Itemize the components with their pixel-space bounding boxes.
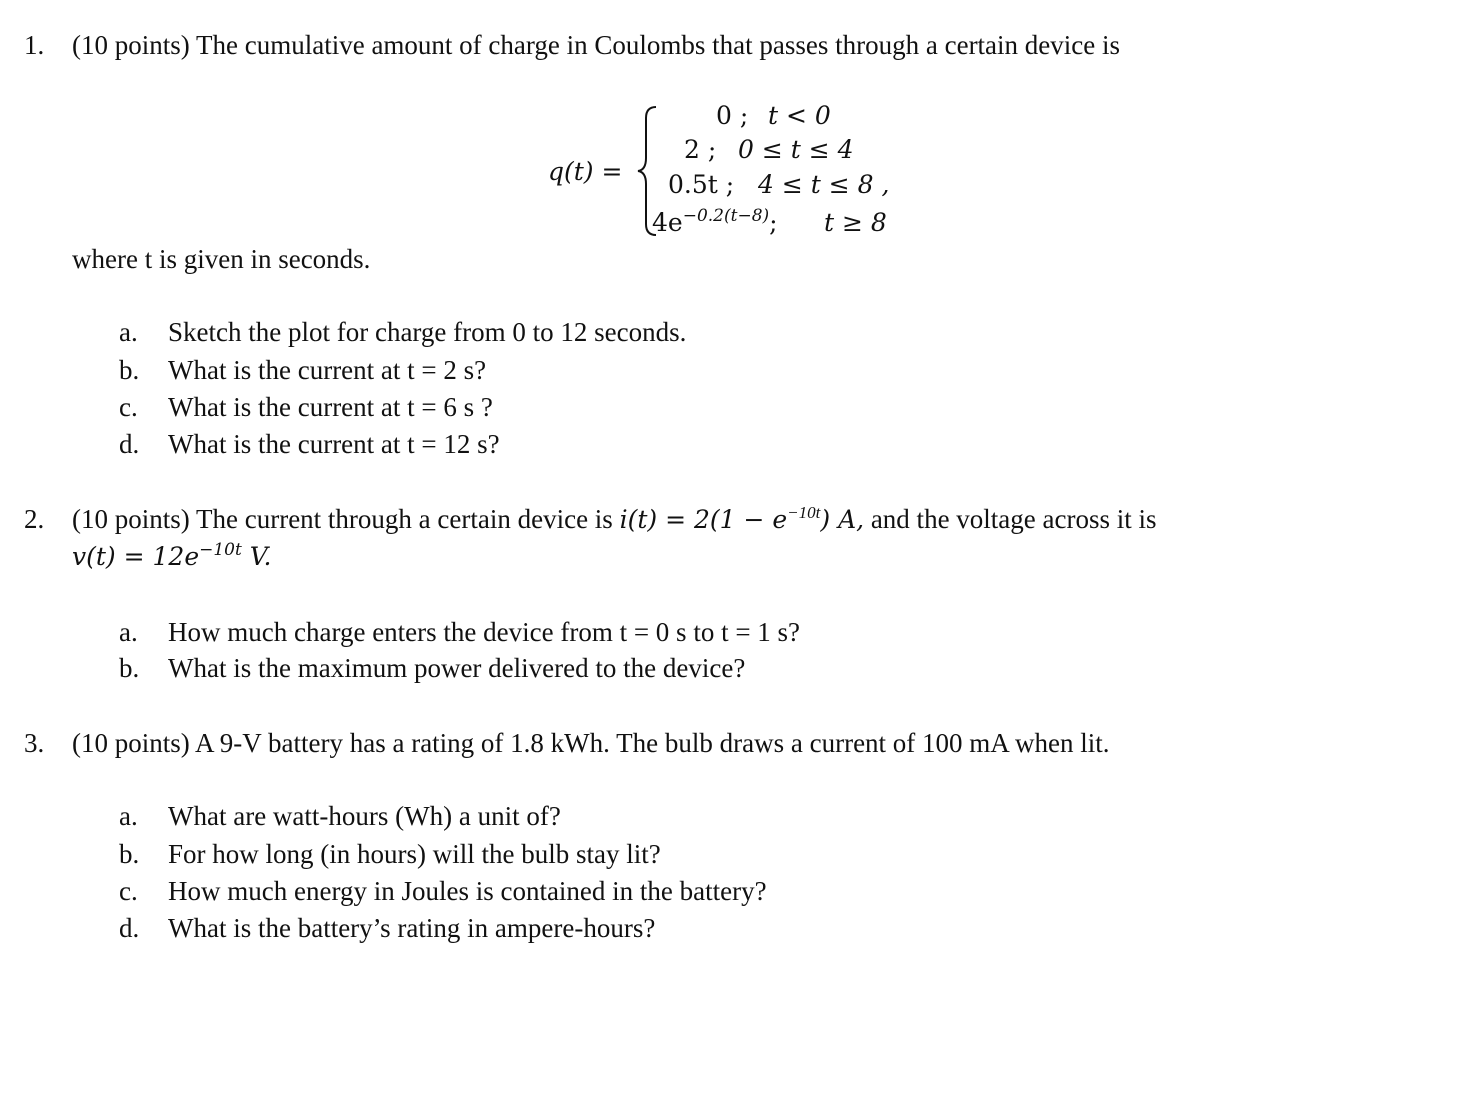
problem-3-part-b: For how long (in hours) will the bulb stay lit? — [168, 839, 661, 869]
problem-2-voltage: $v(t) = 12e^{-10t}$ V. — [72, 540, 272, 571]
piecewise-lhs: q(t) = — [548, 157, 623, 186]
problem-1-after: where t is given in seconds. — [72, 244, 371, 274]
case-1-value: 0 ; — [716, 101, 749, 130]
case-2-value: 2 ; — [684, 135, 717, 164]
problem-3-part-c: How much energy in Joules is contained in the battery? — [168, 876, 767, 906]
problem-1-part-c: What is the current at t = 6 s ? — [168, 392, 493, 422]
problem-1-part-a-label: a. — [119, 317, 138, 347]
case-2-condition: 0 ≤ t ≤ 4 — [738, 135, 854, 164]
problem-1-part-b: What is the current at t = 2 s? — [168, 355, 487, 385]
problem-1-part-d-label: d. — [119, 429, 140, 459]
problem-3-part-a-label: a. — [119, 801, 138, 831]
problem-2-part-a-label: a. — [119, 617, 138, 647]
problem-3-part-a: What are watt-hours (Wh) a unit of? — [168, 801, 561, 831]
problem-1-part-d: What is the current at t = 12 s? — [168, 429, 500, 459]
case-4-condition: t ≥ 8 — [824, 208, 887, 237]
problem-1-number: 1. — [24, 30, 45, 60]
problem-3-stem: (10 points) A 9-V battery has a rating of 1.8 kWh. The bulb draws a current of 100 mA when lit. — [72, 728, 1110, 758]
problem-3-part-b-label: b. — [119, 839, 140, 869]
problem-3-part-c-label: c. — [119, 876, 138, 906]
problem-1-stem: (10 points) The cumulative amount of charge in Coulombs that passes through a certain device is — [72, 30, 1121, 60]
problem-2-part-b: What is the maximum power delivered to the device? — [168, 653, 746, 683]
problem-2-number: 2. — [24, 504, 45, 534]
problem-3-number: 3. — [24, 728, 45, 758]
problem-1-part-a: Sketch the plot for charge from 0 to 12 seconds. — [168, 317, 687, 347]
problem-2-part-a: How much charge enters the device from t = 0 s to t = 1 s? — [168, 617, 801, 647]
problem-2-stem: (10 points) The current through a certain device is $i(t) = 2(1 - e^{-10t})$ A, and the voltage across it is — [72, 503, 1157, 534]
problem-2-part-b-label: b. — [119, 653, 140, 683]
problem-3-part-d: What is the battery’s rating in ampere-hours? — [168, 913, 656, 943]
case-3-value: 0.5t ; — [668, 170, 735, 199]
case-4-value: $4e^{-0.2(t-8)}$; — [652, 206, 778, 237]
case-3-condition: 4 ≤ t ≤ 8 , — [758, 170, 890, 199]
problem-1-part-b-label: b. — [119, 355, 140, 385]
problem-1-part-c-label: c. — [119, 392, 138, 422]
problem-3-part-d-label: d. — [119, 913, 140, 943]
case-1-condition: t < 0 — [768, 101, 831, 130]
